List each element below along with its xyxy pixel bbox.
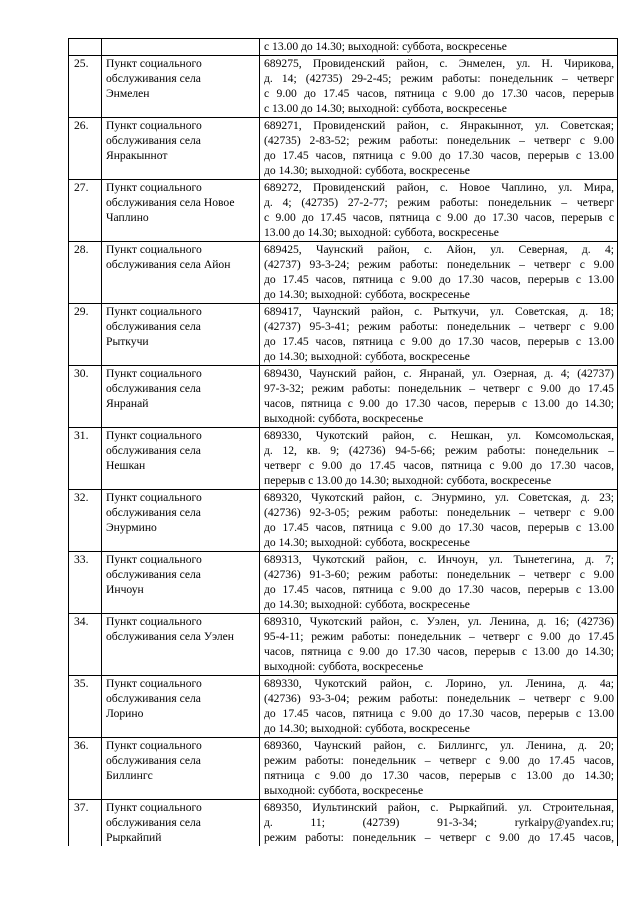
row-info-cell bbox=[260, 676, 618, 738]
service-point-name-line: Биллингс bbox=[106, 769, 153, 782]
info-line: до 14.30; выходной: суббота, воскресенье bbox=[264, 288, 470, 301]
service-point-name-line: Пункт социального bbox=[106, 739, 202, 752]
service-point-name-line: обслуживания села bbox=[106, 506, 201, 519]
info-line: режим работы: понедельник – четверг с 9.00 до 17.45 часов, bbox=[264, 754, 614, 767]
row-number: 36. bbox=[74, 739, 89, 752]
table-row bbox=[69, 676, 618, 738]
info-line: 689425, Чаунский район, с. Айон, ул. Северная, д. 4; bbox=[264, 243, 614, 256]
info-line: с 9.00 до 17.45 часов, пятница с 9.00 до 17.30 часов, перерыв с bbox=[264, 211, 614, 224]
row-number: 28. bbox=[74, 243, 89, 256]
info-line: с 9.00 до 17.45 часов, пятница с 9.00 до 17.30 часов, перерыв bbox=[264, 87, 614, 100]
table-row bbox=[69, 56, 618, 118]
service-point-name-line: Рыркайпий bbox=[106, 831, 162, 844]
table-row bbox=[69, 118, 618, 180]
info-line: до 14.30; выходной: суббота, воскресенье bbox=[264, 350, 470, 363]
service-point-name-line: обслуживания села Новое bbox=[106, 196, 235, 209]
row-number: 33. bbox=[74, 553, 89, 566]
service-point-name-line: Пункт социального bbox=[106, 181, 202, 194]
row-name-cell bbox=[102, 118, 260, 180]
row-number: 32. bbox=[74, 491, 89, 504]
row-info-cell bbox=[260, 800, 618, 847]
info-line: 689272, Провиденский район, с. Новое Чаплино, ул. Мира, bbox=[264, 181, 614, 194]
table-row bbox=[69, 304, 618, 366]
row-name-cell bbox=[102, 738, 260, 800]
service-point-name-line: Пункт социального bbox=[106, 243, 202, 256]
row-info-cell bbox=[260, 428, 618, 490]
info-line: четверг с 9.00 до 17.45 часов, пятница с 9.00 до 17.30 часов, bbox=[264, 459, 614, 472]
row-number-cell bbox=[69, 552, 102, 614]
row-number-cell bbox=[69, 39, 102, 56]
info-line: (42735) 2-83-52; режим работы: понедельник – четверг с 9.00 bbox=[264, 134, 614, 147]
info-line: 95-4-11; режим работы: понедельник – четверг с 9.00 до 17.45 bbox=[264, 630, 614, 643]
row-name-cell bbox=[102, 304, 260, 366]
service-points-table bbox=[68, 38, 618, 846]
info-line: 689417, Чаунский район, с. Рыткучи, ул. Советская, д. 18; bbox=[264, 305, 614, 318]
table-row bbox=[69, 180, 618, 242]
info-line: до 14.30; выходной: суббота, воскресенье bbox=[264, 164, 470, 177]
row-number: 34. bbox=[74, 615, 89, 628]
document-page bbox=[68, 38, 618, 846]
service-point-name-line: Пункт социального bbox=[106, 119, 202, 132]
info-line: 13.00 до 14.30; выходной: суббота, воскресенье bbox=[264, 226, 499, 239]
info-line: режим работы: понедельник – четверг с 9.00 до 17.45 часов, bbox=[264, 831, 614, 844]
table-row bbox=[69, 490, 618, 552]
info-line: перерыв с 13.00 до 14.30; выходной: суббота, воскресенье bbox=[264, 474, 552, 487]
table-row bbox=[69, 614, 618, 676]
row-info-cell bbox=[260, 39, 618, 56]
row-info-cell bbox=[260, 180, 618, 242]
service-point-name-line: Инчоун bbox=[106, 583, 144, 596]
info-line: часов, пятница с 9.00 до 17.30 часов, перерыв с 13.00 до 14.30; bbox=[264, 397, 614, 410]
info-line: до 14.30; выходной: суббота, воскресенье bbox=[264, 536, 470, 549]
service-point-name-line: Янранай bbox=[106, 397, 149, 410]
row-number-cell bbox=[69, 614, 102, 676]
row-number-cell bbox=[69, 490, 102, 552]
row-number: 25. bbox=[74, 57, 89, 70]
service-point-name-line: обслуживания села bbox=[106, 816, 201, 829]
row-number: 31. bbox=[74, 429, 89, 442]
info-line: д. 11; (42739) 91-3-34; ryrkaipy@yandex.ru; bbox=[264, 816, 614, 829]
table-row bbox=[69, 552, 618, 614]
info-line: до 14.30; выходной: суббота, воскресенье bbox=[264, 722, 470, 735]
row-number-cell bbox=[69, 366, 102, 428]
info-line: до 17.45 часов, пятница с 9.00 до 17.30 часов, перерыв с 13.00 bbox=[264, 335, 614, 348]
service-point-name-line: Рыткучи bbox=[106, 335, 149, 348]
row-number: 29. bbox=[74, 305, 89, 318]
row-number: 30. bbox=[74, 367, 89, 380]
row-number-cell bbox=[69, 242, 102, 304]
service-point-name-line: Нешкан bbox=[106, 459, 146, 472]
service-point-name-line: обслуживания села bbox=[106, 754, 201, 767]
service-point-name-line: Чаплино bbox=[106, 211, 149, 224]
service-point-name-line: Янракыннот bbox=[106, 149, 168, 162]
info-line: до 17.45 часов, пятница с 9.00 до 17.30 часов, перерыв с 13.00 bbox=[264, 273, 614, 286]
table-row bbox=[69, 800, 618, 847]
info-line: 689271, Провиденский район, с. Янракыннот, ул. Советская; bbox=[264, 119, 614, 132]
table-row bbox=[69, 242, 618, 304]
info-line: 689313, Чукотский район, с. Инчоун, ул. Тынетегина, д. 7; bbox=[264, 553, 614, 566]
service-point-name-line: Пункт социального bbox=[106, 305, 202, 318]
info-line: (42736) 91-3-60; режим работы: понедельник – четверг с 9.00 bbox=[264, 568, 614, 581]
service-point-name-line: Пункт социального bbox=[106, 429, 202, 442]
service-point-name-line: обслуживания села bbox=[106, 568, 201, 581]
info-line: д. 12, кв. 9; (42736) 94-5-66; режим работы: понедельник – bbox=[264, 444, 614, 457]
info-line: (42737) 95-3-41; режим работы: понедельник – четверг с 9.00 bbox=[264, 320, 614, 333]
info-line: (42736) 93-3-04; режим работы: понедельник – четверг с 9.00 bbox=[264, 692, 614, 705]
row-number: 26. bbox=[74, 119, 89, 132]
service-point-name-line: Пункт социального bbox=[106, 367, 202, 380]
info-line: выходной: суббота, воскресенье bbox=[264, 784, 424, 797]
info-line: 689310, Чукотский район, с. Уэлен, ул. Ленина, д. 16; (42736) bbox=[264, 615, 614, 628]
service-point-name-line: Пункт социального bbox=[106, 57, 202, 70]
info-line: до 14.30; выходной: суббота, воскресенье bbox=[264, 598, 470, 611]
row-name-cell bbox=[102, 366, 260, 428]
row-name-cell bbox=[102, 552, 260, 614]
row-name-cell bbox=[102, 676, 260, 738]
info-line: с 13.00 до 14.30; выходной: суббота, воскресенье bbox=[264, 102, 507, 115]
service-point-name-line: обслуживания села Уэлен bbox=[106, 630, 234, 643]
service-point-name-line: Пункт социального bbox=[106, 491, 202, 504]
info-line: до 17.45 часов, пятница с 9.00 до 17.30 часов, перерыв с 13.00 bbox=[264, 149, 614, 162]
service-point-name-line: обслуживания села bbox=[106, 444, 201, 457]
row-number-cell bbox=[69, 428, 102, 490]
info-line: до 17.45 часов, пятница с 9.00 до 17.30 часов, перерыв с 13.00 bbox=[264, 707, 614, 720]
row-info-cell bbox=[260, 552, 618, 614]
service-point-name-line: обслуживания села bbox=[106, 382, 201, 395]
row-info-cell bbox=[260, 614, 618, 676]
info-line: 97-3-32; режим работы: понедельник – четверг с 9.00 до 17.45 bbox=[264, 382, 614, 395]
row-name-cell bbox=[102, 56, 260, 118]
service-point-name-line: Энмелен bbox=[106, 87, 150, 100]
row-number-cell bbox=[69, 180, 102, 242]
service-point-name-line: обслуживания села Айон bbox=[106, 258, 231, 271]
row-name-cell bbox=[102, 180, 260, 242]
info-line: (42736) 92-3-05; режим работы: понедельник – четверг с 9.00 bbox=[264, 506, 614, 519]
row-number: 27. bbox=[74, 181, 89, 194]
service-point-name-line: Энурмино bbox=[106, 521, 157, 534]
table-row bbox=[69, 738, 618, 800]
service-point-name-line: обслуживания села bbox=[106, 134, 201, 147]
row-info-cell bbox=[260, 242, 618, 304]
row-name-cell bbox=[102, 242, 260, 304]
info-line: 689320, Чукотский район, с. Энурмино, ул. Советская, д. 23; bbox=[264, 491, 614, 504]
row-info-cell bbox=[260, 490, 618, 552]
table-row-continuation bbox=[69, 39, 618, 56]
service-point-name-line: обслуживания села bbox=[106, 692, 201, 705]
row-name-cell bbox=[102, 428, 260, 490]
row-info-cell bbox=[260, 56, 618, 118]
row-name-cell bbox=[102, 800, 260, 847]
info-line: д. 4; (42735) 27-2-77; режим работы: понедельник – четверг bbox=[264, 196, 614, 209]
info-line: 689430, Чаунский район, с. Янранай, ул. Озерная, д. 4; (42737) bbox=[264, 367, 614, 380]
info-line: 689330, Чукотский район, с. Нешкан, ул. Комсомольская, bbox=[264, 429, 614, 442]
service-point-name-line: Лорино bbox=[106, 707, 144, 720]
info-line: до 17.45 часов, пятница с 9.00 до 17.30 часов, перерыв с 13.00 bbox=[264, 521, 614, 534]
info-line: д. 14; (42735) 29-2-45; режим работы: понедельник – четверг bbox=[264, 72, 614, 85]
service-point-name-line: Пункт социального bbox=[106, 677, 202, 690]
row-number-cell bbox=[69, 304, 102, 366]
info-line: 689360, Чаунский район, с. Биллингс, ул. Ленина, д. 20; bbox=[264, 739, 614, 752]
row-name-cell bbox=[102, 39, 260, 56]
info-line: 689275, Провиденский район, с. Энмелен, ул. Н. Чирикова, bbox=[264, 57, 614, 70]
row-info-cell bbox=[260, 118, 618, 180]
row-number-cell bbox=[69, 56, 102, 118]
service-point-name-line: Пункт социального bbox=[106, 615, 202, 628]
row-number: 35. bbox=[74, 677, 89, 690]
info-line: до 17.45 часов, пятница с 9.00 до 17.30 часов, перерыв с 13.00 bbox=[264, 583, 614, 596]
service-point-name-line: Пункт социального bbox=[106, 553, 202, 566]
info-line: выходной: суббота, воскресенье bbox=[264, 660, 424, 673]
row-info-cell bbox=[260, 304, 618, 366]
row-info-cell bbox=[260, 738, 618, 800]
row-number: 37. bbox=[74, 801, 89, 814]
info-line: пятница с 9.00 до 17.30 часов, перерыв с 13.00 до 14.30; bbox=[264, 769, 614, 782]
info-line: с 13.00 до 14.30; выходной: суббота, воскресенье bbox=[264, 40, 507, 53]
info-line: часов, пятница с 9.00 до 17.30 часов, перерыв с 13.00 до 14.30; bbox=[264, 645, 614, 658]
table-row bbox=[69, 366, 618, 428]
table-body bbox=[69, 39, 618, 847]
row-number-cell bbox=[69, 676, 102, 738]
info-line: 689330, Чукотский район, с. Лорино, ул. Ленина, д. 4а; bbox=[264, 677, 614, 690]
service-point-name-line: обслуживания села bbox=[106, 72, 201, 85]
row-info-cell bbox=[260, 366, 618, 428]
info-line: 689350, Иультинский район, с. Рыркайпий. ул. Строительная, bbox=[264, 801, 614, 814]
row-name-cell bbox=[102, 490, 260, 552]
row-name-cell bbox=[102, 614, 260, 676]
row-number-cell bbox=[69, 118, 102, 180]
info-line: (42737) 93-3-24; режим работы: понедельник – четверг с 9.00 bbox=[264, 258, 614, 271]
table-row bbox=[69, 428, 618, 490]
service-point-name-line: обслуживания села bbox=[106, 320, 201, 333]
row-number-cell bbox=[69, 800, 102, 847]
row-number-cell bbox=[69, 738, 102, 800]
service-point-name-line: Пункт социального bbox=[106, 801, 202, 814]
info-line: выходной: суббота, воскресенье bbox=[264, 412, 424, 425]
